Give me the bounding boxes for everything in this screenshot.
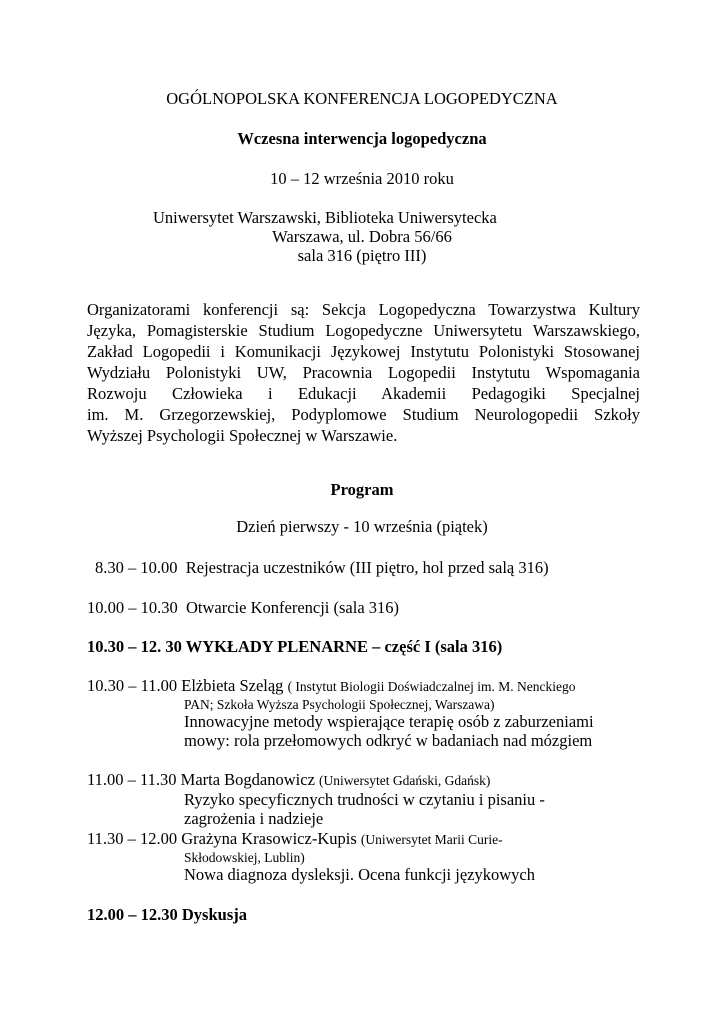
- lecture-title: Ryzyko specyficznych trudności w czytaniu i pisaniu -: [184, 790, 545, 809]
- lecture-speaker: Elżbieta Szeląg: [181, 676, 284, 695]
- lecture-affiliation: (Uniwersytet Marii Curie-: [360, 832, 503, 847]
- venue-line-2: Warszawa, ul. Dobra 56/66: [272, 227, 452, 246]
- organizers-line: Języka, Pomagisterskie Studium Logopedyczne Uniwersytetu Warszawskiego,: [87, 321, 640, 340]
- lecture-affiliation: (Uniwersytet Gdański, Gdańsk): [319, 773, 491, 788]
- organizers-line: Wydziału Polonistyki UW, Pracownia Logopedii Instytutu Wspomagania: [87, 363, 640, 382]
- organizers-line: im. M. Grzegorzewskiej, Podyplomowe Studium Neurologopedii Szkoły: [87, 405, 640, 424]
- program-heading: Program: [330, 480, 394, 499]
- organizers-line: Zakład Logopedii i Komunikacji Językowej Instytutu Polonistyki Stosowanej: [87, 342, 640, 361]
- conference-dates: 10 – 12 września 2010 roku: [270, 169, 454, 188]
- lecture-title: Nowa diagnoza dysleksji. Ocena funkcji językowych: [184, 865, 535, 884]
- program-item-text: Dyskusja: [181, 905, 247, 924]
- program-item-discussion: [87, 904, 247, 925]
- program-item-opening: [87, 597, 399, 618]
- venue-line-1: Uniwersytet Warszawski, Biblioteka Uniwersytecka: [153, 208, 497, 227]
- program-item-time: 8.30 – 10.00: [95, 558, 178, 577]
- organizers-line: Wyższej Psychologii Społecznej w Warszawie.: [87, 426, 398, 445]
- conference-subtitle: Wczesna interwencja logopedyczna: [237, 129, 487, 148]
- day-one-heading: Dzień pierwszy - 10 września (piątek): [236, 517, 488, 536]
- program-item-plenary: [87, 636, 502, 657]
- organizers-line: Rozwoju Człowieka i Edukacji Akademii Pedagogiki Specjalnej: [87, 384, 640, 403]
- lecture-2: [87, 769, 490, 791]
- lecture-speaker: Marta Bogdanowicz: [180, 770, 315, 789]
- program-item-text: Otwarcie Konferencji (sala 316): [186, 598, 400, 617]
- lecture-affiliation-cont: PAN; Szkoła Wyższa Psychologii Społecznej, Warszawa): [184, 697, 495, 712]
- lecture-time: 11.00 – 11.30: [87, 770, 177, 789]
- program-item-time: 10.00 – 10.30: [87, 598, 178, 617]
- program-item-text: WYKŁADY PLENARNE – część I (sala 316): [185, 637, 503, 656]
- lecture-affiliation: ( Instytut Biologii Doświadczalnej im. M. Nenckiego: [287, 679, 576, 694]
- lecture-title-cont: mowy: rola przełomowych odkryć w badaniach nad mózgiem: [184, 731, 593, 750]
- program-item-time: 12.00 – 12.30: [87, 905, 178, 924]
- lecture-time: 11.30 – 12.00: [87, 829, 178, 848]
- venue-line-3: sala 316 (piętro III): [297, 246, 427, 265]
- lecture-affiliation-cont: Skłodowskiej, Lublin): [184, 850, 305, 865]
- organizers-line: Organizatorami konferencji są: Sekcja Logopedyczna Towarzystwa Kultury: [87, 300, 640, 319]
- organizers-paragraph: [87, 299, 640, 446]
- program-item-time: 10.30 – 12. 30: [87, 637, 182, 656]
- lecture-time: 10.30 – 11.00: [87, 676, 178, 695]
- lecture-speaker: Grażyna Krasowicz-Kupis: [181, 829, 357, 848]
- conference-title: OGÓLNOPOLSKA KONFERENCJA LOGOPEDYCZNA: [166, 89, 558, 108]
- program-item-registration: [95, 557, 549, 578]
- lecture-title: Innowacyjne metody wspierające terapię osób z zaburzeniami: [184, 712, 594, 731]
- program-item-text: Rejestracja uczestników (III piętro, hol przed salą 316): [185, 558, 549, 577]
- lecture-title-cont: zagrożenia i nadzieje: [184, 809, 324, 828]
